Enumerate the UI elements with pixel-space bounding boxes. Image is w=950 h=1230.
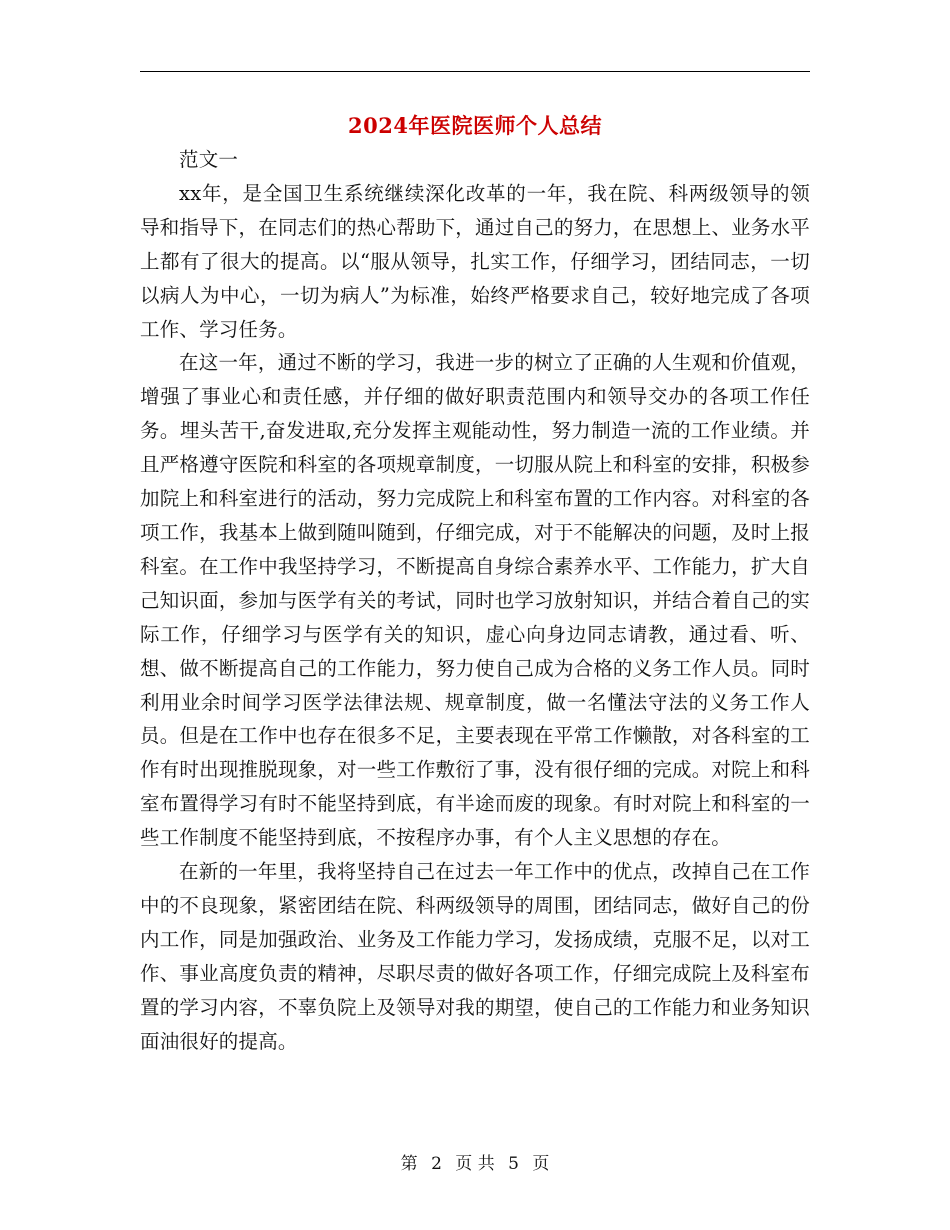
footer-total-pages: 5 (508, 1154, 519, 1174)
footer-suffix: 页 (532, 1154, 550, 1174)
header-rule (140, 71, 810, 72)
footer-middle: 页 共 (455, 1154, 495, 1174)
footer-current-page: 2 (431, 1154, 442, 1174)
footer-prefix: 第 (400, 1154, 418, 1174)
section-label: 范文一 (179, 148, 239, 171)
body-paragraph-1: xx年，是全国卫生系统继续深化改革的一年，我在院、科两级领导的领导和指导下，在同志们的热心帮助下，通过自己的努力，在思想上、业务水平上都有了很大的提高。以“服从领导，扎实工作，仔细学习，团结同志，一切以病人为中心，一切为病人”为标准，始终严格要求自己，较好地完成了各项工作、学习任务。 (140, 181, 810, 341)
document-title: 2024年医院医师个人总结 (348, 113, 602, 138)
body-paragraph-3: 在新的一年里，我将坚持自己在过去一年工作中的优点，改掉自己在工作中的不良现象，紧密团结在院、科两级领导的周围，团结同志，做好自己的份内工作，同是加强政治、业务及工作能力学习，发扬成绩，克服不足，以对工作、事业高度负责的精神，尽职尽责的做好各项工作，仔细完成院上及科室布置的学习内容，不辜负院上及领导对我的期望，使自己的工作能力和业务知识面油很好的提高。 (140, 860, 810, 1053)
body-paragraph-2: 在这一年，通过不断的学习，我进一步的树立了正确的人生观和价值观，增强了事业心和责任感，并仔细的做好职责范围内和领导交办的各项工作任务。埋头苦干,奋发进取,充分发挥主观能动性，努力制造一流的工作业绩。并且严格遵守医院和科室的各项规章制度，一切服从院上和科室的安排，积极参加院上和科室进行的活动，努力完成院上和科室布置的工作内容。对科室的各项工作，我基本上做到随叫随到，仔细完成，对于不能解决的问题，及时上报科室。在工作中我坚持学习，不断提高自身综合素养水平、工作能力，扩大自己知识面，参加与医学有关的考试，同时也学习放射知识，并结合着自己的实际工作，仔细学习与医学有关的知识，虚心向身边同志请教，通过看、听、想、做不断提高自己的工作能力，努力使自己成为合格的义务工作人员。同时利用业余时间学习医学法律法规、规章制度，做一名懂法守法的义务工作人员。但是在工作中也存在很多不足，主要表现在平常工作懒散，对各科室的工作有时出现推脱现象，对一些工作敷衍了事，没有很仔细的完成。对院上和科室布置得学习有时不能坚持到底，有半途而废的现象。有时对院上和科室的一些工作制度不能坚持到底，不按程序办事，有个人主义思想的存在。 (140, 351, 810, 850)
page-footer (0, 1152, 950, 1176)
document-body (140, 143, 810, 1058)
